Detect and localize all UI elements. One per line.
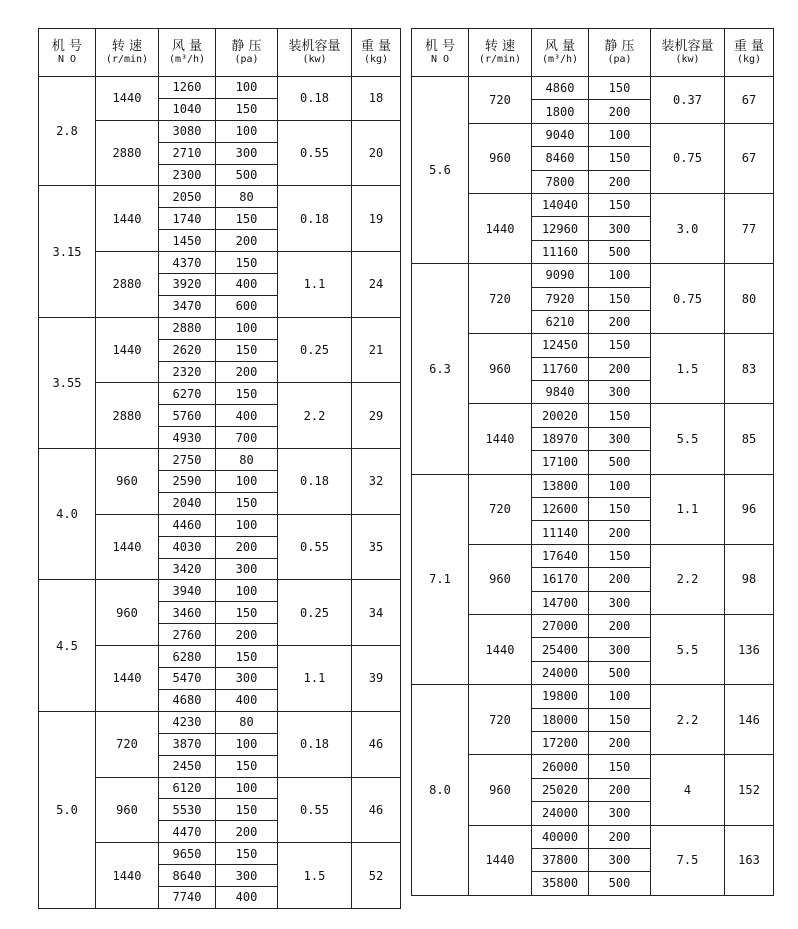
header-unit: (pa) <box>607 53 632 65</box>
weight-cell: 19 <box>352 186 401 252</box>
speed-cell: 720 <box>469 685 532 755</box>
static-pressure-cell: 300 <box>589 802 651 825</box>
airflow-cell: 4460 <box>159 514 216 536</box>
static-pressure-cell: 150 <box>589 544 651 567</box>
airflow-cell: 1450 <box>159 230 216 252</box>
header-unit: N O <box>57 53 77 65</box>
weight-cell: 67 <box>725 77 774 124</box>
airflow-cell: 2450 <box>159 755 216 777</box>
static-pressure-cell: 150 <box>216 755 278 777</box>
static-pressure-cell: 100 <box>589 123 651 146</box>
installed-power-cell: 0.25 <box>278 317 352 383</box>
static-pressure-cell: 300 <box>589 848 651 871</box>
airflow-cell: 3460 <box>159 602 216 624</box>
header-title: 静 压 <box>231 38 262 54</box>
weight-cell: 67 <box>725 123 774 193</box>
static-pressure-cell: 150 <box>216 602 278 624</box>
airflow-cell: 3420 <box>159 558 216 580</box>
static-pressure-cell: 200 <box>589 310 651 333</box>
static-pressure-cell: 100 <box>216 514 278 536</box>
installed-power-cell: 0.55 <box>278 514 352 580</box>
airflow-cell: 24000 <box>532 802 589 825</box>
weight-cell: 34 <box>352 580 401 646</box>
installed-power-cell: 1.1 <box>278 646 352 712</box>
static-pressure-cell: 100 <box>216 120 278 142</box>
static-pressure-cell: 200 <box>589 568 651 591</box>
airflow-cell: 3470 <box>159 295 216 317</box>
header-weight <box>725 29 774 77</box>
header-unit: (pa) <box>234 53 259 65</box>
weight-cell: 32 <box>352 449 401 515</box>
weight-cell: 136 <box>725 614 774 684</box>
static-pressure-cell: 500 <box>589 872 651 895</box>
header-title: 重 量 <box>360 38 392 54</box>
airflow-cell: 27000 <box>532 614 589 637</box>
static-pressure-cell: 300 <box>589 427 651 450</box>
weight-cell: 152 <box>725 755 774 825</box>
header-speed <box>96 29 159 77</box>
airflow-cell: 2760 <box>159 624 216 646</box>
static-pressure-cell: 150 <box>216 208 278 230</box>
header-title: 装机容量 <box>288 38 341 54</box>
speed-cell: 1440 <box>96 77 159 121</box>
static-pressure-cell: 300 <box>216 865 278 887</box>
airflow-cell: 13800 <box>532 474 589 497</box>
static-pressure-cell: 300 <box>216 668 278 690</box>
static-pressure-cell: 200 <box>589 778 651 801</box>
speed-cell: 1440 <box>469 825 532 895</box>
static-pressure-cell: 150 <box>589 755 651 778</box>
airflow-cell: 16170 <box>532 568 589 591</box>
static-pressure-cell: 200 <box>589 825 651 848</box>
static-pressure-cell: 400 <box>216 274 278 296</box>
static-pressure-cell: 400 <box>216 886 278 908</box>
weight-cell: 24 <box>352 252 401 318</box>
installed-power-cell: 5.5 <box>651 614 725 684</box>
header-row <box>39 29 401 77</box>
airflow-cell: 1800 <box>532 100 589 123</box>
table-row <box>39 317 401 339</box>
airflow-cell: 4930 <box>159 427 216 449</box>
weight-cell: 29 <box>352 383 401 449</box>
header-unit: (r/min) <box>105 53 149 65</box>
airflow-cell: 1740 <box>159 208 216 230</box>
header-unit: (m³/h) <box>168 53 206 65</box>
header-airflow <box>159 29 216 77</box>
static-pressure-cell: 150 <box>216 383 278 405</box>
static-pressure-cell: 100 <box>589 474 651 497</box>
static-pressure-cell: 200 <box>589 100 651 123</box>
header-title: 风 量 <box>171 38 203 54</box>
header-unit: (m³/h) <box>541 53 579 65</box>
static-pressure-cell: 300 <box>589 638 651 661</box>
speed-cell: 960 <box>96 580 159 646</box>
weight-cell: 85 <box>725 404 774 474</box>
header-model <box>39 29 96 77</box>
static-pressure-cell: 500 <box>589 661 651 684</box>
airflow-cell: 40000 <box>532 825 589 848</box>
installed-power-cell: 0.75 <box>651 123 725 193</box>
airflow-cell: 24000 <box>532 661 589 684</box>
airflow-cell: 25400 <box>532 638 589 661</box>
header-model <box>412 29 469 77</box>
static-pressure-cell: 200 <box>216 230 278 252</box>
airflow-cell: 3870 <box>159 733 216 755</box>
static-pressure-cell: 300 <box>216 558 278 580</box>
table-row <box>39 186 401 208</box>
airflow-cell: 7740 <box>159 886 216 908</box>
header-title: 转 速 <box>111 38 143 54</box>
speed-cell: 2880 <box>96 252 159 318</box>
airflow-cell: 12450 <box>532 334 589 357</box>
speed-cell: 720 <box>469 264 532 334</box>
airflow-cell: 12960 <box>532 217 589 240</box>
header-installed-power <box>651 29 725 77</box>
static-pressure-cell: 150 <box>589 193 651 216</box>
airflow-cell: 7800 <box>532 170 589 193</box>
airflow-cell: 6210 <box>532 310 589 333</box>
static-pressure-cell: 80 <box>216 449 278 471</box>
header-title: 静 压 <box>604 38 635 54</box>
model-number-cell: 6.3 <box>412 264 469 475</box>
speed-cell: 1440 <box>469 614 532 684</box>
installed-power-cell: 0.18 <box>278 186 352 252</box>
speed-cell: 1440 <box>96 317 159 383</box>
static-pressure-cell: 150 <box>589 77 651 100</box>
header-unit: (kw) <box>675 53 700 65</box>
model-number-cell: 4.5 <box>39 580 96 711</box>
airflow-cell: 11760 <box>532 357 589 380</box>
airflow-cell: 5760 <box>159 405 216 427</box>
weight-cell: 18 <box>352 77 401 121</box>
static-pressure-cell: 150 <box>216 799 278 821</box>
weight-cell: 39 <box>352 646 401 712</box>
weight-cell: 52 <box>352 843 401 909</box>
model-number-cell: 8.0 <box>412 685 469 896</box>
weight-cell: 96 <box>725 474 774 544</box>
table-row <box>412 685 774 708</box>
header-unit: (kw) <box>302 53 327 65</box>
static-pressure-cell: 150 <box>216 843 278 865</box>
static-pressure-cell: 100 <box>216 777 278 799</box>
speed-cell: 1440 <box>96 646 159 712</box>
weight-cell: 46 <box>352 777 401 843</box>
speed-cell: 960 <box>469 544 532 614</box>
airflow-cell: 26000 <box>532 755 589 778</box>
model-number-cell: 4.0 <box>39 449 96 580</box>
weight-cell: 98 <box>725 544 774 614</box>
header-unit: (kg) <box>363 53 389 65</box>
static-pressure-cell: 300 <box>589 217 651 240</box>
table-row <box>412 474 774 497</box>
airflow-cell: 25020 <box>532 778 589 801</box>
airflow-cell: 6120 <box>159 777 216 799</box>
weight-cell: 146 <box>725 685 774 755</box>
header-unit: (kg) <box>736 53 762 65</box>
static-pressure-cell: 700 <box>216 427 278 449</box>
header-installed-power <box>278 29 352 77</box>
static-pressure-cell: 300 <box>589 381 651 404</box>
airflow-cell: 2300 <box>159 164 216 186</box>
speed-cell: 1440 <box>469 404 532 474</box>
model-number-cell: 3.15 <box>39 186 96 317</box>
airflow-cell: 8640 <box>159 865 216 887</box>
model-number-cell: 2.8 <box>39 77 96 186</box>
installed-power-cell: 7.5 <box>651 825 725 895</box>
installed-power-cell: 0.18 <box>278 449 352 515</box>
installed-power-cell: 2.2 <box>651 544 725 614</box>
speed-cell: 1440 <box>469 193 532 263</box>
installed-power-cell: 0.55 <box>278 120 352 186</box>
static-pressure-cell: 100 <box>216 580 278 602</box>
airflow-cell: 12600 <box>532 498 589 521</box>
airflow-cell: 1260 <box>159 77 216 99</box>
airflow-cell: 5530 <box>159 799 216 821</box>
header-row <box>412 29 774 77</box>
airflow-cell: 3080 <box>159 120 216 142</box>
speed-cell: 720 <box>96 711 159 777</box>
installed-power-cell: 1.5 <box>278 843 352 909</box>
airflow-cell: 20020 <box>532 404 589 427</box>
static-pressure-cell: 200 <box>216 821 278 843</box>
airflow-cell: 37800 <box>532 848 589 871</box>
speed-cell: 720 <box>469 77 532 124</box>
airflow-cell: 2590 <box>159 471 216 493</box>
speed-cell: 960 <box>96 449 159 515</box>
installed-power-cell: 0.37 <box>651 77 725 124</box>
static-pressure-cell: 80 <box>216 711 278 733</box>
header-airflow <box>532 29 589 77</box>
static-pressure-cell: 400 <box>216 689 278 711</box>
static-pressure-cell: 100 <box>589 264 651 287</box>
table-row <box>39 580 401 602</box>
airflow-cell: 2050 <box>159 186 216 208</box>
static-pressure-cell: 100 <box>216 471 278 493</box>
weight-cell: 35 <box>352 514 401 580</box>
airflow-cell: 14700 <box>532 591 589 614</box>
airflow-cell: 19800 <box>532 685 589 708</box>
static-pressure-cell: 100 <box>216 317 278 339</box>
airflow-cell: 8460 <box>532 147 589 170</box>
weight-cell: 80 <box>725 264 774 334</box>
static-pressure-cell: 200 <box>589 731 651 754</box>
airflow-cell: 2320 <box>159 361 216 383</box>
static-pressure-cell: 100 <box>589 685 651 708</box>
installed-power-cell: 0.18 <box>278 77 352 121</box>
airflow-cell: 2880 <box>159 317 216 339</box>
installed-power-cell: 1.5 <box>651 334 725 404</box>
static-pressure-cell: 150 <box>216 252 278 274</box>
airflow-cell: 6280 <box>159 646 216 668</box>
static-pressure-cell: 200 <box>589 521 651 544</box>
airflow-cell: 11160 <box>532 240 589 263</box>
weight-cell: 83 <box>725 334 774 404</box>
static-pressure-cell: 150 <box>589 498 651 521</box>
static-pressure-cell: 500 <box>216 164 278 186</box>
static-pressure-cell: 150 <box>589 404 651 427</box>
airflow-cell: 3920 <box>159 274 216 296</box>
static-pressure-cell: 150 <box>216 646 278 668</box>
weight-cell: 21 <box>352 317 401 383</box>
airflow-cell: 14040 <box>532 193 589 216</box>
speed-cell: 960 <box>96 777 159 843</box>
airflow-cell: 4680 <box>159 689 216 711</box>
header-title: 机 号 <box>424 38 456 54</box>
airflow-cell: 9840 <box>532 381 589 404</box>
header-title: 转 速 <box>484 38 516 54</box>
installed-power-cell: 0.75 <box>651 264 725 334</box>
installed-power-cell: 2.2 <box>278 383 352 449</box>
airflow-cell: 18000 <box>532 708 589 731</box>
static-pressure-cell: 200 <box>589 614 651 637</box>
static-pressure-cell: 150 <box>589 147 651 170</box>
weight-cell: 163 <box>725 825 774 895</box>
static-pressure-cell: 80 <box>216 186 278 208</box>
weight-cell: 77 <box>725 193 774 263</box>
airflow-cell: 4030 <box>159 536 216 558</box>
speed-cell: 960 <box>469 123 532 193</box>
static-pressure-cell: 200 <box>589 357 651 380</box>
header-title: 重 量 <box>733 38 765 54</box>
airflow-cell: 11140 <box>532 521 589 544</box>
header-speed <box>469 29 532 77</box>
airflow-cell: 4470 <box>159 821 216 843</box>
installed-power-cell: 4 <box>651 755 725 825</box>
speed-cell: 1440 <box>96 186 159 252</box>
table-row <box>39 77 401 99</box>
header-title: 风 量 <box>544 38 576 54</box>
airflow-cell: 6270 <box>159 383 216 405</box>
header-title: 机 号 <box>51 38 83 54</box>
static-pressure-cell: 600 <box>216 295 278 317</box>
static-pressure-cell: 150 <box>589 287 651 310</box>
airflow-cell: 2710 <box>159 142 216 164</box>
speed-cell: 1440 <box>96 514 159 580</box>
speed-cell: 960 <box>469 755 532 825</box>
model-number-cell: 3.55 <box>39 317 96 448</box>
installed-power-cell: 0.25 <box>278 580 352 646</box>
fan-spec-table-right <box>411 28 774 896</box>
airflow-cell: 7920 <box>532 287 589 310</box>
installed-power-cell: 1.1 <box>651 474 725 544</box>
speed-cell: 960 <box>469 334 532 404</box>
header-title: 装机容量 <box>661 38 714 54</box>
static-pressure-cell: 500 <box>589 240 651 263</box>
fan-spec-table-left <box>38 28 401 909</box>
installed-power-cell: 2.2 <box>651 685 725 755</box>
static-pressure-cell: 200 <box>216 536 278 558</box>
weight-cell: 20 <box>352 120 401 186</box>
airflow-cell: 17200 <box>532 731 589 754</box>
airflow-cell: 17100 <box>532 451 589 474</box>
speed-cell: 2880 <box>96 120 159 186</box>
static-pressure-cell: 150 <box>216 492 278 514</box>
airflow-cell: 3940 <box>159 580 216 602</box>
static-pressure-cell: 200 <box>216 624 278 646</box>
speed-cell: 720 <box>469 474 532 544</box>
airflow-cell: 2620 <box>159 339 216 361</box>
header-weight <box>352 29 401 77</box>
installed-power-cell: 0.18 <box>278 711 352 777</box>
installed-power-cell: 5.5 <box>651 404 725 474</box>
installed-power-cell: 0.55 <box>278 777 352 843</box>
airflow-cell: 35800 <box>532 872 589 895</box>
airflow-cell: 5470 <box>159 668 216 690</box>
table-row <box>39 449 401 471</box>
weight-cell: 46 <box>352 711 401 777</box>
airflow-cell: 2040 <box>159 492 216 514</box>
airflow-cell: 18970 <box>532 427 589 450</box>
model-number-cell: 5.6 <box>412 77 469 264</box>
airflow-cell: 9650 <box>159 843 216 865</box>
speed-cell: 2880 <box>96 383 159 449</box>
static-pressure-cell: 200 <box>589 170 651 193</box>
airflow-cell: 9090 <box>532 264 589 287</box>
airflow-cell: 1040 <box>159 98 216 120</box>
static-pressure-cell: 400 <box>216 405 278 427</box>
static-pressure-cell: 150 <box>216 339 278 361</box>
header-unit: (r/min) <box>478 53 522 65</box>
installed-power-cell: 3.0 <box>651 193 725 263</box>
airflow-cell: 2750 <box>159 449 216 471</box>
static-pressure-cell: 100 <box>216 733 278 755</box>
static-pressure-cell: 300 <box>216 142 278 164</box>
airflow-cell: 4860 <box>532 77 589 100</box>
static-pressure-cell: 300 <box>589 591 651 614</box>
airflow-cell: 4370 <box>159 252 216 274</box>
table-row <box>412 77 774 100</box>
header-static-pressure <box>216 29 278 77</box>
header-static-pressure <box>589 29 651 77</box>
speed-cell: 1440 <box>96 843 159 909</box>
static-pressure-cell: 150 <box>589 334 651 357</box>
model-number-cell: 5.0 <box>39 711 96 908</box>
static-pressure-cell: 500 <box>589 451 651 474</box>
model-number-cell: 7.1 <box>412 474 469 685</box>
airflow-cell: 17640 <box>532 544 589 567</box>
static-pressure-cell: 150 <box>589 708 651 731</box>
table-row <box>39 711 401 733</box>
installed-power-cell: 1.1 <box>278 252 352 318</box>
static-pressure-cell: 100 <box>216 77 278 99</box>
table-row <box>412 264 774 287</box>
airflow-cell: 4230 <box>159 711 216 733</box>
static-pressure-cell: 150 <box>216 98 278 120</box>
airflow-cell: 9040 <box>532 123 589 146</box>
header-unit: N O <box>430 53 450 65</box>
static-pressure-cell: 200 <box>216 361 278 383</box>
